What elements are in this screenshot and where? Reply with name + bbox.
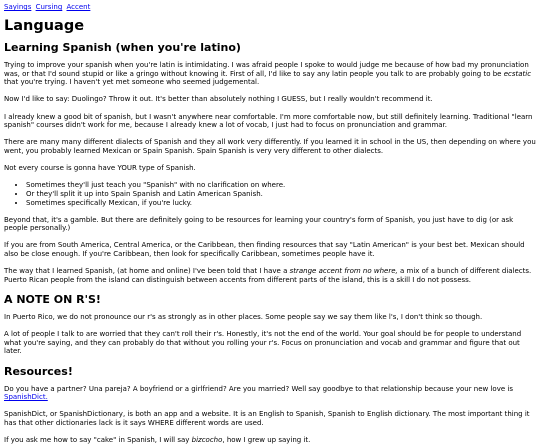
paragraph: Now I'd like to say: Duolingo? Throw it out. It's better than absolutely nothing I GUESS, but I really wouldn't recommend it. xyxy=(4,95,433,104)
text: Trying to improve your spanish when you're latin is intimidating. I was afraid people I spoke to would judge me because of how bad my pronunciation was, or that I'd sound stupid or like a gringo without knowing it. First of all, I'd like to say any latin people you talk to are probably going to be xyxy=(4,61,529,78)
text: a mix of a bunch of different dialects. Puerto Rican people from the island can distinguish between accents from different parts of the island, this is a skill I do not possess. xyxy=(4,267,532,284)
paragraph: In Puerto Rico, we do not pronounce our r's as strongly as in other places. Some people say we say them like l's, I don't think so though. xyxy=(4,313,483,322)
paragraph: SpanishDict, or SpanishDictionary, is both an app and a website. It is an English to Spanish, Spanish to English dictionary. The most important thing it has that other dictionaries lack is it says WHERE different words are used. xyxy=(4,410,530,427)
emphasis-text: ecstatic xyxy=(503,69,532,78)
paragraph xyxy=(4,267,536,284)
list-item: • Sometimes they'll just teach you "Spanish" with no clarification on where. xyxy=(26,181,536,190)
nav-link-cursing[interactable]: Cursing xyxy=(35,3,63,11)
text: If you ask me how to say "cake" in Spanish, I will say xyxy=(4,436,192,445)
section-heading-learning: Learning Spanish (when you're latino) xyxy=(4,41,241,54)
paragraph xyxy=(4,436,536,445)
text: that you're trying. I haven't yet met someone who seemed judgemental. xyxy=(4,78,260,87)
paragraph: Not every course is gonna have YOUR type of Spanish. xyxy=(4,164,196,173)
course-types-list xyxy=(4,181,536,207)
paragraph: There are many many different dialects of Spanish and they all work very differently. If you learned it in school in the US, then depending on where you went, you probably learned Mexican or Spain Spanish. Spain Spanish is very very different to other dialects. xyxy=(4,138,536,155)
text: The way that I learned Spanish, (at home and online) I've been told that I have a xyxy=(4,267,290,276)
paragraph: A lot of people I talk to are worried that they can't roll their r's. Honestly, it's not the end of the world. Your goal should be for people to understand what you're saying, and they can probably do that without you rolling your r's. Focus on pronunciation and vocab and grammar and figure that out later. xyxy=(4,330,522,356)
paragraph: If you are from South America, Central America, or the Caribbean, then finding resources that say "Latin American" is your best bet. Mexican should also be close enough. If you're Caribbean, then look for specifically Caribbean, sometimes people have it. xyxy=(4,241,525,259)
paragraph: Beyond that, it's a gamble. But there are definitely going to be resources for learning your country's form of Spanish, you just have to dig (or ask people personally.) xyxy=(4,215,514,233)
list-item: • Sometimes specifically Mexican, if you're lucky. xyxy=(26,199,536,208)
section-heading-resources: Resources! xyxy=(4,364,73,378)
paragraph xyxy=(4,385,536,402)
nav-link-sayings[interactable]: Sayings xyxy=(4,3,32,11)
emphasis-text: bizcocho xyxy=(191,436,223,445)
top-nav xyxy=(4,3,536,12)
text: , how I grew up saying it. xyxy=(222,436,311,445)
text: Do you have a partner? Una pareja? A boyfriend or a girlfriend? Are you married? Well say goodbye to that relationship because your new love is xyxy=(4,384,513,393)
page-title: Language xyxy=(4,18,85,34)
paragraph: I already knew a good bit of spanish, but I wasn't anywhere near comfortable. I'm more comfortable now, but still definitely learning. Traditional "learn spanish" courses didn't work for me, because I already knew a lot of vocab, I just had to focus on pronunciation and grammar. xyxy=(4,112,533,130)
emphasis-text: strange accent from no where, xyxy=(289,267,398,276)
spanishdict-link[interactable]: SpanishDict. xyxy=(4,393,48,402)
section-heading-rs: A NOTE ON R'S! xyxy=(4,293,101,307)
nav-link-accent[interactable]: Accent xyxy=(66,3,91,11)
list-item: • Or they'll split it up into Spain Spanish and Latin American Spanish. xyxy=(26,190,536,199)
paragraph xyxy=(4,61,536,87)
